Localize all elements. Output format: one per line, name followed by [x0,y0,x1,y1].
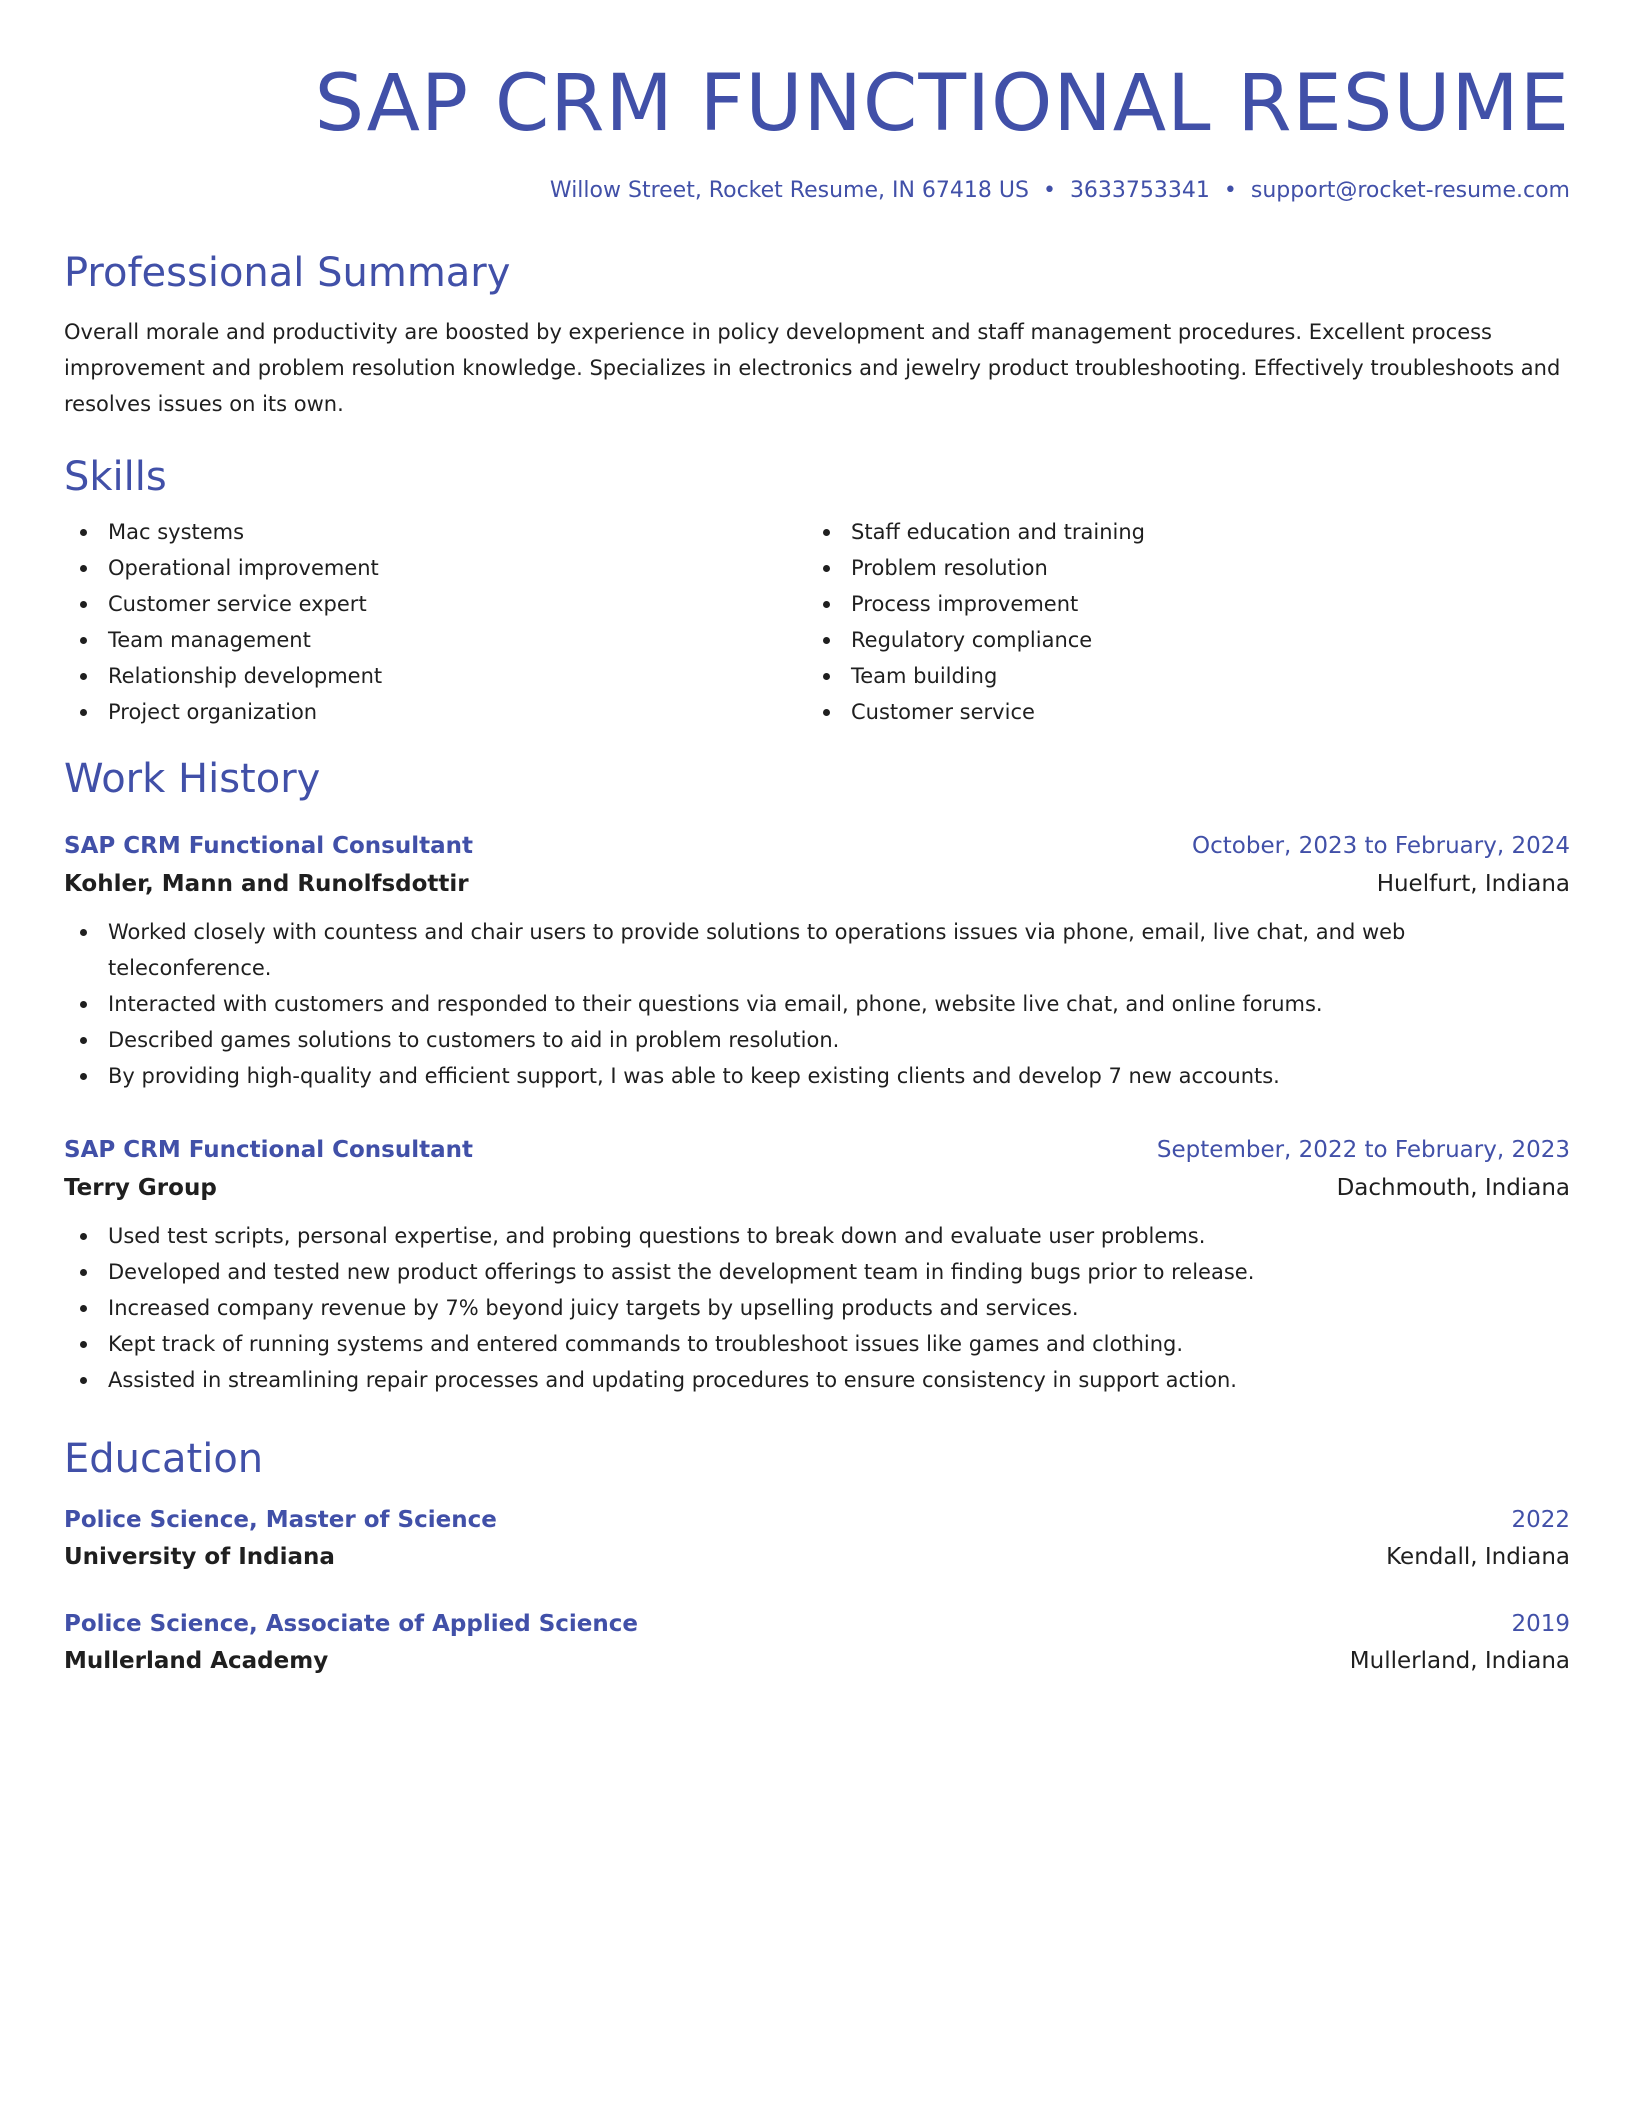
job-bullet-text: Used test scripts, personal expertise, and probing questions to break down and evaluate user problems. [108,1224,1206,1248]
bullet-dot [80,1001,87,1008]
contact-email: support@rocket-resume.com [1250,178,1570,203]
bullet-dot [80,709,87,716]
contact-phone: 3633753341 [1069,178,1210,203]
skills-grid [64,514,1570,730]
skill-label: Customer service [851,700,1035,724]
skill-label: Team building [851,664,998,688]
skill-label: Project organization [108,700,318,724]
job-header-row [64,828,1570,864]
bullet-dot [823,709,830,716]
section-heading-education: Education [64,1436,264,1482]
education-entry [64,1502,1570,1576]
resume-page [64,0,1570,1680]
bullet-dot [80,565,87,572]
skill-item [64,658,807,694]
bullet-dot [80,1233,87,1240]
skill-label: Team management [108,628,311,652]
skill-item [64,550,807,586]
skills-column-left [64,514,807,730]
education-header-row [64,1502,1570,1538]
job-bullet [64,1254,1570,1290]
education-section [64,1434,1570,1680]
bullet-dot [823,673,830,680]
job-bullet-text: Increased company revenue by 7% beyond juicy targets by upselling products and services. [108,1296,1079,1320]
skill-label: Regulatory compliance [851,628,1093,652]
skill-label: Relationship development [108,664,383,688]
education-header-row [64,1606,1570,1642]
job-bullet-text: By providing high-quality and efficient support, I was able to keep existing clients and develop 7 new accounts. [108,1064,1280,1088]
summary-text: Overall morale and productivity are boosted by experience in policy development and staff management procedures. Excellent process improvement and problem resolution knowledge. Specializes in electronics and jewelry product troubleshooting. Effectively troubleshoots and resolves issues on its own. [64,320,1561,416]
skill-item [807,658,1550,694]
skill-item [807,514,1550,550]
bullet-dot [80,1305,87,1312]
skill-item [64,694,807,730]
job-dates: September, 2022 to February, 2023 [1156,1137,1570,1163]
job-header-row [64,1132,1570,1168]
skill-label: Staff education and training [851,520,1145,544]
skill-label: Problem resolution [851,556,1048,580]
job-bullet [64,1362,1570,1398]
bullet-dot [823,529,830,536]
job-bullet-text: Interacted with customers and responded to their questions via email, phone, website live chat, and online forums. [108,992,1323,1016]
job-bullets [64,1218,1570,1398]
contact-address: Willow Street, Rocket Resume, IN 67418 US [549,178,1029,203]
job-bullet-text: Kept track of running systems and entered commands to troubleshoot issues like games and clothing. [108,1332,1184,1356]
education-school: Mullerland Academy [64,1648,329,1674]
education-entry [64,1606,1570,1680]
job-bullet [64,1290,1570,1326]
job-location: Huelfurt, Indiana [1376,871,1570,897]
bullet-dot [80,1037,87,1044]
bullet-dot [823,637,830,644]
education-year: 2019 [1511,1611,1570,1637]
bullet-dot [80,1269,87,1276]
education-school-row [64,1642,1570,1680]
skill-label: Process improvement [851,592,1079,616]
skill-item [64,514,807,550]
bullet-dot [80,1341,87,1348]
contact-separator: • [1223,178,1237,203]
job-entry [64,1132,1570,1398]
bullet-dot [80,601,87,608]
job-bullet-text: Developed and tested new product offerings to assist the development team in finding bugs prior to release. [108,1260,1255,1284]
skill-item [64,622,807,658]
contact-separator: • [1042,178,1056,203]
job-bullets [64,914,1570,1094]
job-bullet [64,1058,1570,1094]
skill-item [807,694,1550,730]
skill-label: Mac systems [108,520,245,544]
bullet-dot [80,673,87,680]
professional-summary-section [64,248,1570,422]
bullet-dot [80,929,87,936]
skills-section [64,452,1570,730]
education-school-row [64,1538,1570,1576]
job-title: SAP CRM Functional Consultant [64,1137,474,1163]
education-school: University of Indiana [64,1544,335,1570]
job-bullet-text: Assisted in streamlining repair processes and updating procedures to ensure consistency in support action. [108,1368,1237,1392]
skill-item [64,586,807,622]
job-dates: October, 2023 to February, 2024 [1192,833,1570,859]
bullet-dot [823,601,830,608]
bullet-dot [80,529,87,536]
resume-title: SAP CRM FUNCTIONAL RESUME [314,59,1570,149]
bullet-dot [80,637,87,644]
bullet-dot [80,1377,87,1384]
section-heading-work-history: Work History [64,756,321,802]
job-company: Terry Group [64,1175,217,1201]
job-company: Kohler, Mann and Runolfsdottir [64,871,469,897]
job-company-row [64,864,1570,904]
job-title: SAP CRM Functional Consultant [64,833,474,859]
job-company-row [64,1168,1570,1208]
job-bullet [64,914,1570,986]
job-bullet [64,1218,1570,1254]
job-bullet-text: Worked closely with countess and chair users to provide solutions to operations issues via phone, email, live chat, and web teleconference. [108,920,1406,980]
skill-item [807,550,1550,586]
job-bullet [64,986,1570,1022]
work-history-section [64,754,1570,1398]
job-location: Dachmouth, Indiana [1336,1175,1570,1201]
job-bullet [64,1022,1570,1058]
section-heading-summary: Professional Summary [64,250,511,296]
education-location: Mullerland, Indiana [1349,1648,1570,1674]
education-location: Kendall, Indiana [1386,1544,1570,1570]
skill-label: Customer service expert [108,592,367,616]
job-entry [64,828,1570,1094]
contact-line [64,176,1570,206]
skill-item [807,622,1550,658]
job-bullet [64,1326,1570,1362]
bullet-dot [823,565,830,572]
skill-label: Operational improvement [108,556,379,580]
education-year: 2022 [1511,1507,1570,1533]
section-heading-skills: Skills [64,454,167,500]
education-degree: Police Science, Master of Science [64,1507,497,1533]
skills-column-right [807,514,1550,730]
bullet-dot [80,1073,87,1080]
skill-item [807,586,1550,622]
job-bullet-text: Described games solutions to customers to aid in problem resolution. [108,1028,840,1052]
education-degree: Police Science, Associate of Applied Science [64,1611,638,1637]
